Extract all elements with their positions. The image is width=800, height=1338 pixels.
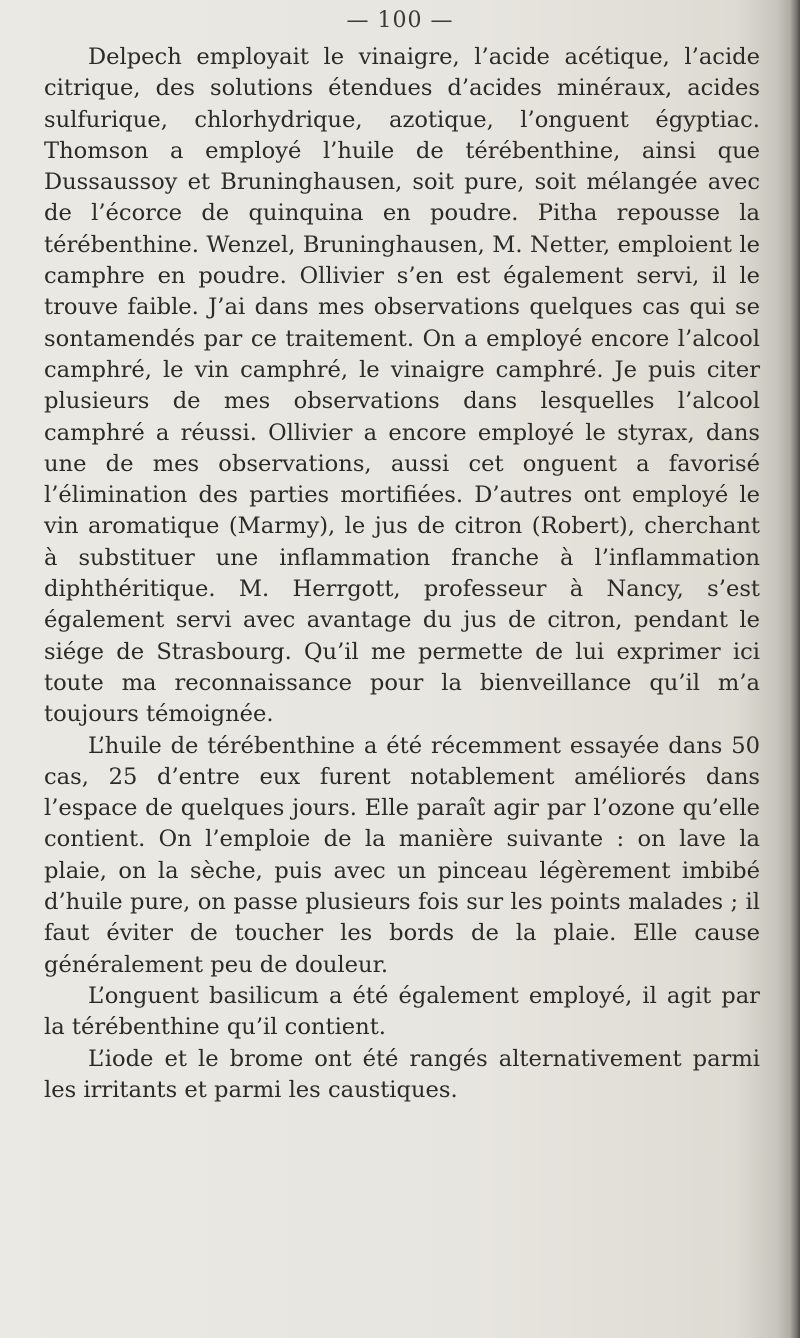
paragraph-3: L’onguent basilicum a été également employé, il agit par la térébenthine qu’il contient.	[44, 982, 760, 1041]
page-edge-shadow	[790, 0, 800, 1338]
paragraph-4: L’iode et le brome ont été rangés alternativement parmi les irritants et parmi les caustiques.	[44, 1045, 760, 1103]
body-text	[44, 42, 760, 1106]
page-number: — 100 —	[346, 8, 454, 33]
paragraph-1: Delpech employait le vinaigre, l’acide acétique, l’acide citrique, des solutions étendues d’acides minéraux, acides sulfurique, chlorhydrique, azotique, l’onguent égyptiac. Thomson a employé l’huile de térébenthine, ainsi que Dussaussoy et Bruninghausen, soit pure, soit mélangée avec de l’écorce de quinquina en poudre. Pitha repousse la térébenthine. Wenzel, Bruninghausen, M. Netter, emploient le camphre en poudre. Ollivier s’en est également servi, il le trouve faible. J’ai dans mes observations quelques cas qui se sontamendés par ce traitement. On a employé encore l’alcool camphré, le vin camphré, le vinaigre camphré. Je puis citer plusieurs de mes observations dans lesquelles l’alcool camphré a réussi. Ollivier a encore employé le styrax, dans une de mes observations, aussi cet onguent a favorisé l’élimination des parties mortifiées. D’autres ont employé le vin aromatique (Marmy), le jus de citron (Robert), cherchant à substituer une inflammation franche à l’inflammation diphthéritique. M. Herrgott, professeur à Nancy, s’est également servi avec avantage du jus de citron, pendant le siége de Strasbourg. Qu’il me permette de lui exprimer ici toute ma reconnaissance pour la bienveillance qu’il m’a toujours témoignée.	[44, 44, 760, 728]
paragraph-2: L’huile de térébenthine a été récemment essayée dans 50 cas, 25 d’entre eux furent notablement améliorés dans l’espace de quelques jours. Elle paraît agir par l’ozone qu’elle contient. On l’emploie de la manière suivante : on lave la plaie, on la sèche, puis avec un pinceau légèrement imbibé d’huile pure, on passe plusieurs fois sur les points malades ; il faut éviter de toucher les bords de la plaie. Elle cause généralement peu de douleur.	[44, 732, 760, 978]
